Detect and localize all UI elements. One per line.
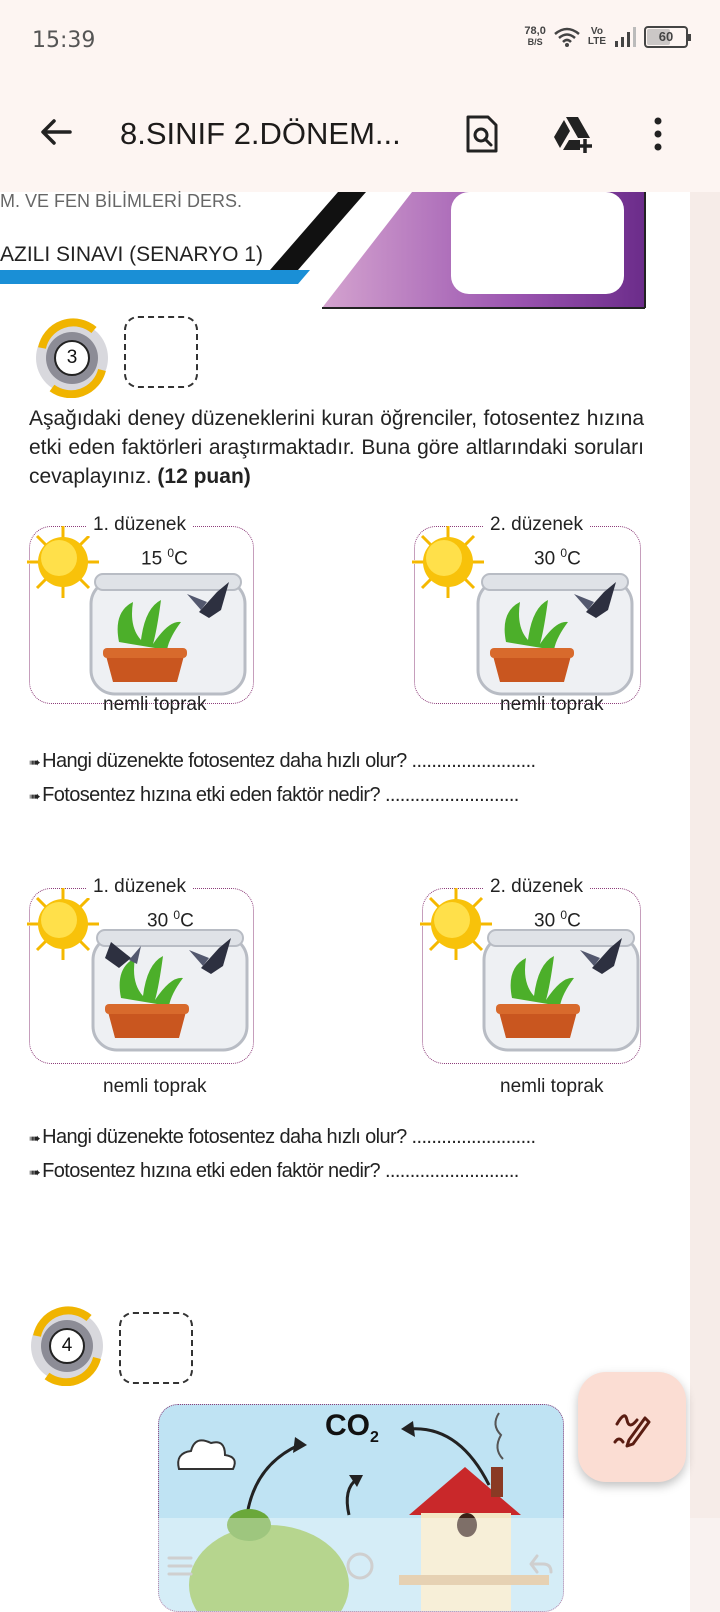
nav-back-button[interactable] <box>520 1548 560 1584</box>
signal-icon <box>614 27 636 47</box>
setup-temperature-unit: C <box>174 548 188 570</box>
network-speed-unit: B/S <box>527 37 543 47</box>
setup-soil-label: nemli toprak <box>500 1076 604 1097</box>
score-box <box>124 316 198 388</box>
setup-soil-label: nemli toprak <box>103 1076 207 1097</box>
setup-card <box>422 876 644 1097</box>
page-gutter <box>690 192 720 1612</box>
setup-temperature-value: 30 <box>147 910 169 932</box>
back-chevron-icon <box>527 1552 553 1580</box>
sun-icon <box>410 524 486 600</box>
question-badge <box>32 318 112 398</box>
question-text-body: Aşağıdaki deney düzeneklerini kuran öğrenciler, fotosentez hızına etki eden faktörleri araştırmaktadır. Buna göre altlarındaki soruları cevaplayınız. <box>29 407 644 488</box>
glass-jar-with-plant-image <box>89 572 249 702</box>
battery-indicator <box>644 26 688 48</box>
subquestion-line <box>29 1160 519 1183</box>
wifi-icon <box>554 27 580 47</box>
annotate-pen-icon <box>611 1406 653 1448</box>
setup-soil-label: nemli toprak <box>103 694 207 715</box>
setup-card <box>29 876 257 1097</box>
find-in-document-button[interactable] <box>456 108 508 160</box>
setup-label: 1. düzenek <box>87 876 192 898</box>
arrow-right-icon: ➠ <box>29 788 41 804</box>
question-number: 4 <box>49 1328 85 1364</box>
nav-recents-button[interactable] <box>160 1548 200 1584</box>
degree-mark: 0 <box>167 546 175 560</box>
add-to-drive-button[interactable] <box>548 108 600 160</box>
exam-banner-title <box>0 191 263 267</box>
system-navigation-bar <box>0 1518 720 1612</box>
app-bar <box>0 80 720 192</box>
battery-tip <box>688 34 691 41</box>
network-speed-value: 78,0 <box>524 25 546 37</box>
battery-level: 60 <box>658 29 674 44</box>
co2-subscript: 2 <box>370 1429 379 1446</box>
arrow-right-icon: ➠ <box>29 754 41 770</box>
status-time: 15:39 <box>32 28 96 53</box>
setup-temperature-unit: C <box>180 910 194 932</box>
co2-label <box>325 1409 379 1447</box>
setup-temperature-value: 30 <box>534 548 556 570</box>
co2-label-text: CO <box>325 1409 370 1442</box>
setup-card <box>29 514 257 724</box>
score-box <box>119 1312 193 1384</box>
degree-mark: 0 <box>560 908 568 922</box>
exam-banner-cut-text: M. VE FEN BİLİMLERİ DERS. <box>0 191 243 211</box>
status-bar <box>0 0 720 80</box>
find-in-document-icon <box>464 114 500 154</box>
annotate-button[interactable] <box>578 1372 686 1482</box>
add-to-drive-icon <box>552 114 596 154</box>
document-title: 8.SINIF 2.DÖNEM... <box>120 116 401 151</box>
setup-label: 1. düzenek <box>87 514 192 536</box>
setup-label: 2. düzenek <box>484 514 589 536</box>
arrow-back-icon <box>38 114 74 150</box>
setup-temperature-unit: C <box>567 548 581 570</box>
glass-jar-with-plant-image <box>482 928 642 1058</box>
subquestion-line <box>29 784 519 807</box>
subquestion-text: Hangi düzenekte fotosentez daha hızlı olur? ......................... <box>42 750 536 772</box>
setup-temperature-value: 15 <box>141 548 163 570</box>
subquestion-line <box>29 750 535 773</box>
arrow-right-icon: ➠ <box>29 1164 41 1180</box>
volte-top: Vo <box>590 26 603 37</box>
setup-temperature <box>534 908 581 932</box>
more-vert-icon <box>652 116 664 152</box>
glass-jar-with-plant-image <box>91 928 251 1058</box>
more-options-button[interactable] <box>632 108 684 160</box>
degree-mark: 0 <box>173 908 181 922</box>
subquestion-text: Fotosentez hızına etki eden faktör nedir? ........................... <box>42 784 519 806</box>
exam-banner-title-text: AZILI SINAVI (SENARYO 1) <box>0 243 263 266</box>
setup-temperature <box>534 546 581 570</box>
glass-jar-with-plant-image <box>476 572 636 702</box>
setup-temperature <box>147 908 194 932</box>
question-text <box>29 404 644 491</box>
question-badge <box>27 1306 107 1386</box>
setup-card <box>414 514 644 724</box>
volte-indicator <box>588 27 606 47</box>
volte-bottom: LTE <box>587 36 606 47</box>
network-speed <box>524 26 545 48</box>
arrow-right-icon: ➠ <box>29 1130 41 1146</box>
setup-temperature-unit: C <box>567 910 581 932</box>
question-number: 3 <box>54 340 90 376</box>
setup-temperature <box>141 546 188 570</box>
nav-home-button[interactable] <box>340 1548 380 1584</box>
back-button[interactable] <box>32 108 80 156</box>
setup-label: 2. düzenek <box>484 876 589 898</box>
subquestion-text: Hangi düzenekte fotosentez daha hızlı olur? ......................... <box>42 1126 536 1148</box>
setup-temperature-value: 30 <box>534 910 556 932</box>
degree-mark: 0 <box>560 546 568 560</box>
subquestion-line <box>29 1126 535 1149</box>
status-icons <box>524 26 688 48</box>
home-circle-icon <box>345 1551 375 1581</box>
menu-lines-icon <box>167 1554 193 1578</box>
setup-soil-label: nemli toprak <box>500 694 604 715</box>
subquestion-text: Fotosentez hızına etki eden faktör nedir? ........................... <box>42 1160 519 1182</box>
question-points: (12 puan) <box>157 465 251 488</box>
